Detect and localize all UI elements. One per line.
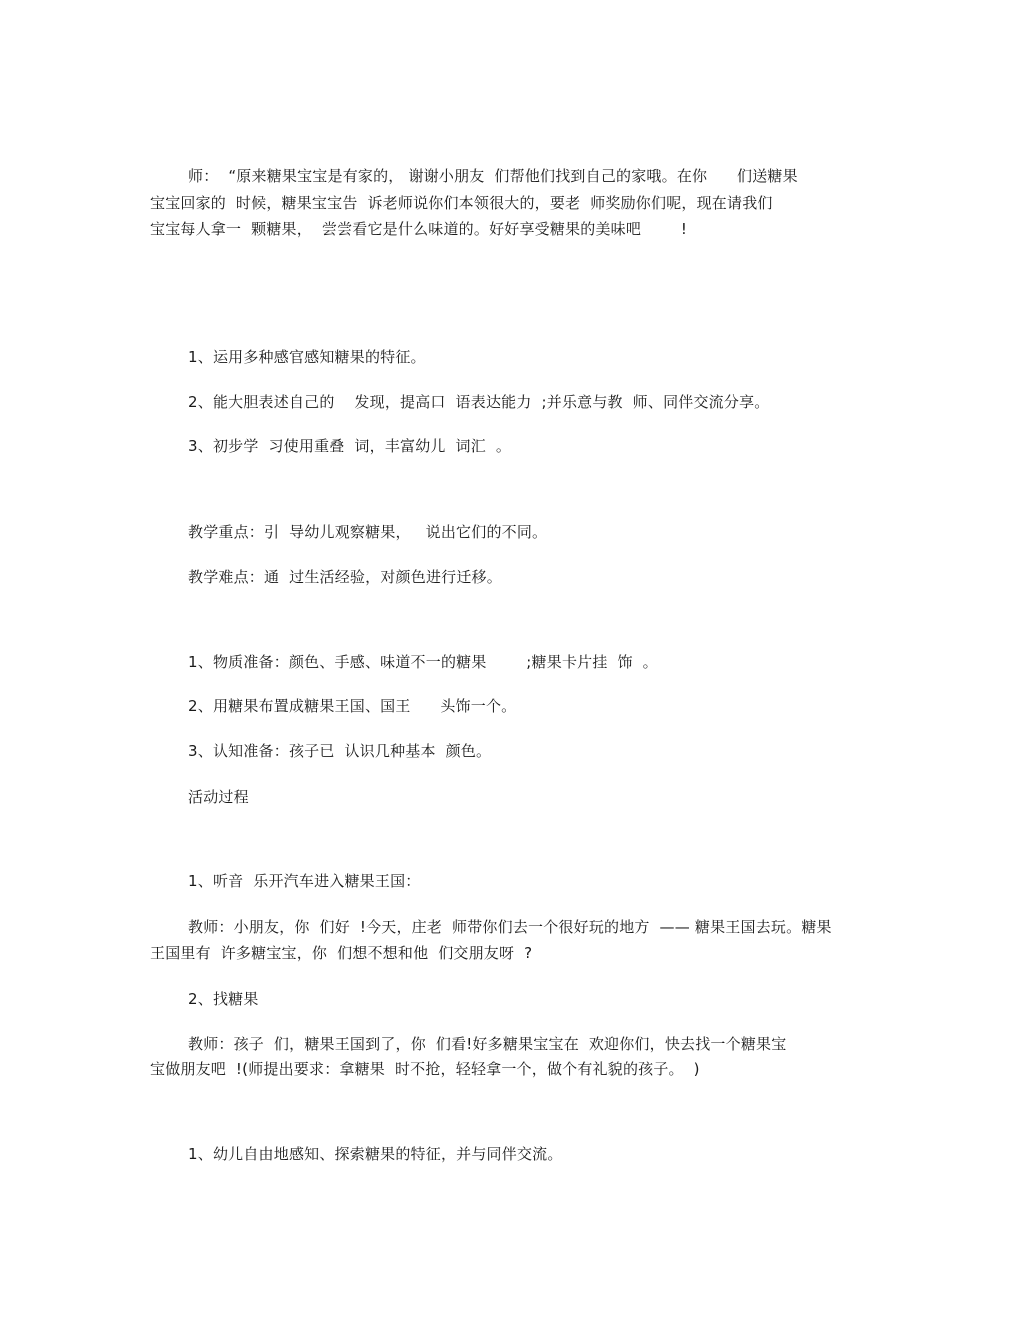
preparation-item-3: 3、认知准备：孩子已 认识几种基本 颜色。 bbox=[188, 742, 492, 760]
goal-item-3: 3、初步学 习使用重叠 词，丰富幼儿 词汇 。 bbox=[188, 437, 512, 455]
intro-line-1: 师： “原来糖果宝宝是有家的， 谢谢小朋友 们帮他们找到自己的家哦。在你 们送糖果 bbox=[188, 167, 798, 185]
exploration-item-1: 1、幼儿自由地感知、探索糖果的特征，并与同伴交流。 bbox=[188, 1145, 563, 1163]
intro-line-3: 宝宝每人拿一 颗糖果， 尝尝看它是什么味道的。好好享受糖果的美味吧 ! bbox=[150, 220, 688, 238]
goal-item-2: 2、能大胆表述自己的 发现，提高口 语表达能力 ;并乐意与教 师、同伴交流分享。 bbox=[188, 393, 770, 411]
step-2-dialogue-line-2: 宝做朋友吧 !(师提出要求：拿糖果 时不抢，轻轻拿一个，做个有礼貌的孩子。 ) bbox=[150, 1060, 700, 1078]
goal-item-1: 1、运用多种感官感知糖果的特征。 bbox=[188, 348, 426, 366]
step-2-title: 2、找糖果 bbox=[188, 990, 259, 1008]
step-1-dialogue-line-2: 王国里有 许多糖宝宝，你 们想不想和他 们交朋友呀 ? bbox=[150, 944, 533, 962]
preparation-item-1: 1、物质准备：颜色、手感、味道不一的糖果 ;糖果卡片挂 饰 。 bbox=[188, 653, 658, 671]
intro-line-2: 宝宝回家的 时候，糖果宝宝告 诉老师说你们本领很大的，要老 师奖励你们呢，现在请我们 bbox=[150, 194, 773, 212]
step-1-dialogue-line-1: 教师：小朋友，你 们好 !今天，庄老 师带你们去一个很好玩的地方 —— 糖果王国去玩。糖果 bbox=[188, 918, 832, 936]
step-1-title: 1、听音 乐开汽车进入糖果王国： bbox=[188, 872, 421, 890]
process-heading: 活动过程 bbox=[188, 788, 249, 806]
teaching-difficulty: 教学难点：通 过生活经验，对颜色进行迁移。 bbox=[188, 568, 502, 586]
teaching-focus: 教学重点：引 导幼儿观察糖果， 说出它们的不同。 bbox=[188, 523, 548, 541]
step-2-dialogue-line-1: 教师：孩子 们，糖果王国到了，你 们看!好多糖果宝宝在 欢迎你们，快去找一个糖果宝 bbox=[188, 1035, 787, 1053]
preparation-item-2: 2、用糖果布置成糖果王国、国王 头饰一个。 bbox=[188, 697, 517, 715]
